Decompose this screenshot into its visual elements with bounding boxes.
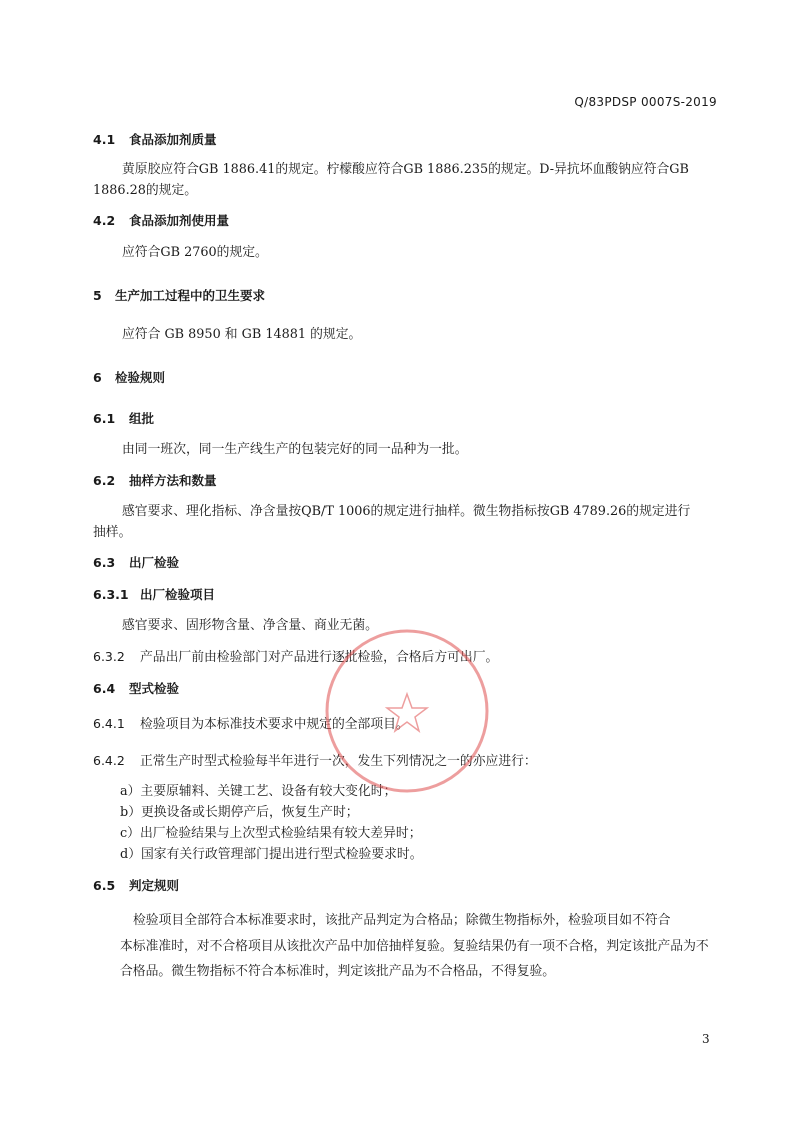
section-number: 6.3.1 — [93, 587, 129, 602]
section-4-2-heading — [93, 212, 229, 230]
section-title: 生产加工过程中的卫生要求 — [115, 288, 266, 303]
section-text: 检验项目为本标准技术要求中规定的全部项目。 — [140, 717, 409, 732]
section-title: 检验规则 — [115, 370, 166, 385]
section-title: 出厂检验 — [129, 555, 180, 570]
section-6-2-heading — [93, 472, 217, 490]
section-title: 抽样方法和数量 — [129, 473, 217, 488]
section-number: 6.4.2 — [93, 753, 125, 768]
section-number: 4.1 — [93, 132, 116, 147]
paragraph-line: 由同一班次，同一生产线生产的包装完好的同一品种为一批。 — [122, 442, 468, 457]
section-text: 产品出厂前由检验部门对产品进行逐批检验，合格后方可出厂。 — [140, 650, 499, 665]
paragraph-line: 应符合 GB 8950 和 GB 14881 的规定。 — [122, 327, 362, 342]
section-number: 6 — [93, 370, 102, 385]
paragraph-line: 合格品。微生物指标不符合本标准时，判定该批产品为不合格品，不得复验。 — [120, 964, 556, 979]
section-number: 6.4 — [93, 681, 116, 696]
paragraph-line: 应符合GB 2760的规定。 — [122, 245, 268, 260]
list-item: c）出厂检验结果与上次型式检验结果有较大差异时； — [120, 826, 422, 841]
list-item: a）主要原辅料、关键工艺、设备有较大变化时； — [120, 784, 397, 799]
star-icon — [387, 694, 427, 731]
paragraph-line: 检验项目全部符合本标准要求时，该批产品判定为合格品；除微生物指标外，检验项目如不符合 — [133, 913, 671, 928]
section-5-heading — [93, 287, 265, 305]
section-6-3-1-heading — [93, 586, 215, 604]
section-text: 正常生产时型式检验每半年进行一次，发生下列情况之一的亦应进行： — [140, 754, 537, 769]
section-6-5-heading — [93, 877, 179, 895]
list-item: b）更换设备或长期停产后，恢复生产时； — [120, 805, 359, 820]
paragraph-line: 黄原胶应符合GB 1886.41的规定。柠檬酸应符合GB 1886.235的规定。D-异抗坏血酸钠应符合GB — [122, 162, 689, 177]
section-number: 6.2 — [93, 473, 116, 488]
section-number: 4.2 — [93, 213, 116, 228]
paragraph-line: 本标准准时，对不合格项目从该批次产品中加倍抽样复验。复验结果仍有一项不合格，判定该批产品为不 — [120, 939, 709, 954]
section-number: 6.1 — [93, 411, 116, 426]
list-item: d）国家有关行政管理部门提出进行型式检验要求时。 — [120, 847, 423, 862]
paragraph-line: 感官要求、理化指标、净含量按QB/T 1006的规定进行抽样。微生物指标按GB 4789.26的规定进行 — [122, 504, 691, 519]
section-number: 6.3.2 — [93, 649, 125, 664]
section-number: 6.4.1 — [93, 716, 125, 731]
company-seal-stamp — [322, 626, 492, 796]
section-title: 食品添加剂质量 — [129, 132, 217, 147]
page-number: 3 — [702, 1032, 710, 1046]
section-number: 6.3 — [93, 555, 116, 570]
paragraph-line: 感官要求、固形物含量、净含量、商业无菌。 — [122, 618, 378, 633]
section-title: 组批 — [129, 411, 155, 426]
section-6-heading — [93, 369, 165, 387]
section-number: 5 — [93, 288, 102, 303]
section-6-4-heading — [93, 680, 179, 698]
seal-ring — [327, 631, 487, 791]
section-4-1-heading — [93, 131, 217, 149]
paragraph-line: 抽样。 — [93, 525, 132, 540]
section-6-1-heading — [93, 410, 154, 428]
section-title: 食品添加剂使用量 — [129, 213, 230, 228]
section-title: 型式检验 — [129, 681, 180, 696]
document-id: Q/83PDSP 0007S-2019 — [574, 95, 717, 109]
section-title: 出厂检验项目 — [140, 587, 216, 602]
section-title: 判定规则 — [129, 878, 180, 893]
section-number: 6.5 — [93, 878, 116, 893]
section-6-3-heading — [93, 554, 179, 572]
paragraph-line: 1886.28的规定。 — [93, 183, 198, 198]
